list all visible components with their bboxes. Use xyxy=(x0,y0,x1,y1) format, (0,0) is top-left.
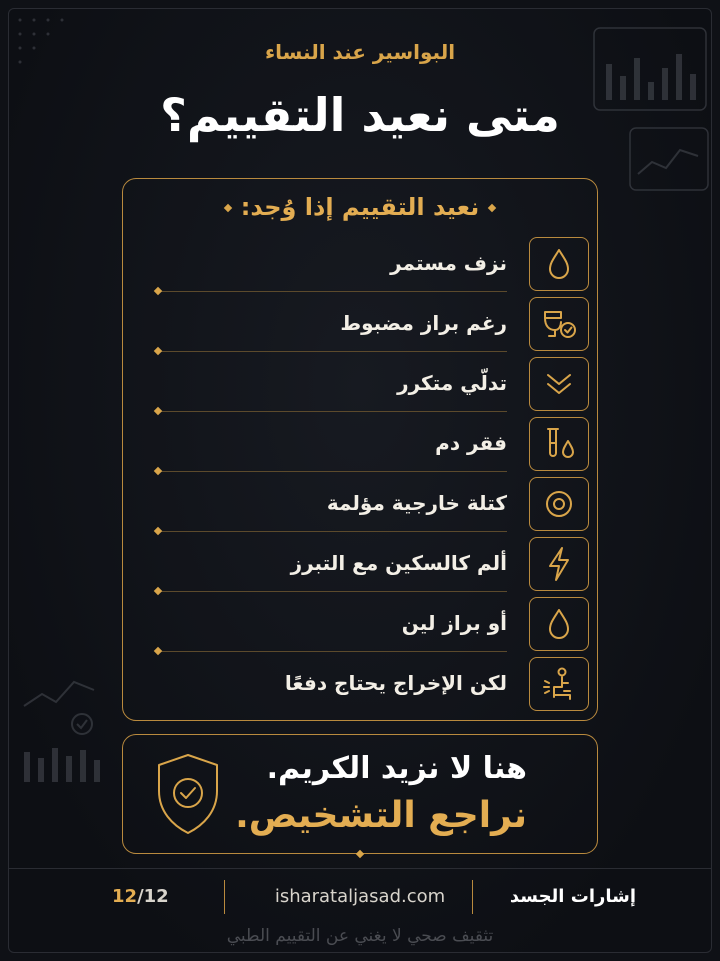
drop-icon xyxy=(529,237,589,291)
divider xyxy=(155,351,507,352)
callout-line2: نراجع التشخيص. xyxy=(235,795,527,836)
divider xyxy=(155,291,507,292)
list-item xyxy=(155,537,591,597)
test-tube-drop-icon xyxy=(529,417,589,471)
list-item-label: نزف مستمر xyxy=(390,251,507,275)
divider xyxy=(155,531,507,532)
double-chevron-down-icon xyxy=(529,357,589,411)
list-item-label: رغم براز مضبوط xyxy=(340,311,507,335)
diamond-bullet-icon xyxy=(154,587,162,595)
page-number xyxy=(112,886,169,916)
list-item-label: لكن الإخراج يحتاج دفعًا xyxy=(284,671,507,695)
list-item-label: أو براز لين xyxy=(401,611,507,635)
divider xyxy=(155,651,507,652)
diagnosis-callout xyxy=(122,734,598,854)
lightning-icon xyxy=(529,537,589,591)
list-item-label: فقر دم xyxy=(435,431,507,455)
person-sitting-strain-icon xyxy=(529,657,589,711)
diamond-bullet-icon xyxy=(154,287,162,295)
divider xyxy=(155,591,507,592)
list-item xyxy=(155,357,591,417)
footer-separator xyxy=(224,880,225,914)
diamond-bullet-icon xyxy=(154,347,162,355)
list-item xyxy=(155,657,591,717)
footer-brand: إشارات الجسد xyxy=(509,886,636,907)
list-item-label: كتلة خارجية مؤلمة xyxy=(326,491,507,515)
diamond-bullet-icon xyxy=(488,204,496,212)
list-item xyxy=(155,297,591,357)
list-item xyxy=(155,237,591,297)
diamond-bullet-icon xyxy=(154,527,162,535)
page-subtitle: البواسير عند النساء xyxy=(264,40,456,64)
diamond-bullet-icon xyxy=(154,407,162,415)
page-total: /12 xyxy=(137,886,169,907)
page-title: متى نعيد التقييم؟ xyxy=(160,88,560,142)
footer-tagline: تثقيف صحي لا يغني عن التقييم الطبي xyxy=(226,926,494,946)
diamond-bullet-icon xyxy=(224,204,232,212)
reassessment-card xyxy=(122,178,598,721)
list-item xyxy=(155,417,591,477)
card-heading xyxy=(123,193,597,221)
footer-website-link[interactable]: isharataljasad.com xyxy=(274,886,446,907)
toilet-check-icon xyxy=(529,297,589,351)
target-ring-icon xyxy=(529,477,589,531)
divider xyxy=(155,471,507,472)
divider xyxy=(155,411,507,412)
list-item-label: ألم كالسكين مع التبرز xyxy=(290,551,507,575)
page-current: 12 xyxy=(112,886,138,907)
shield-check-icon xyxy=(153,751,223,837)
diamond-bullet-icon xyxy=(154,467,162,475)
callout-line1: هنا لا نزيد الكريم. xyxy=(266,751,527,786)
list-item xyxy=(155,597,591,657)
list-item-label: تدلّي متكرر xyxy=(397,371,507,395)
card-heading-text: نعيد التقييم إذا وُجد: xyxy=(240,193,480,221)
drop-icon xyxy=(529,597,589,651)
diamond-bullet-icon xyxy=(154,647,162,655)
footer-divider xyxy=(8,868,712,869)
trend-decoration-icon xyxy=(20,672,120,792)
list-item xyxy=(155,477,591,537)
